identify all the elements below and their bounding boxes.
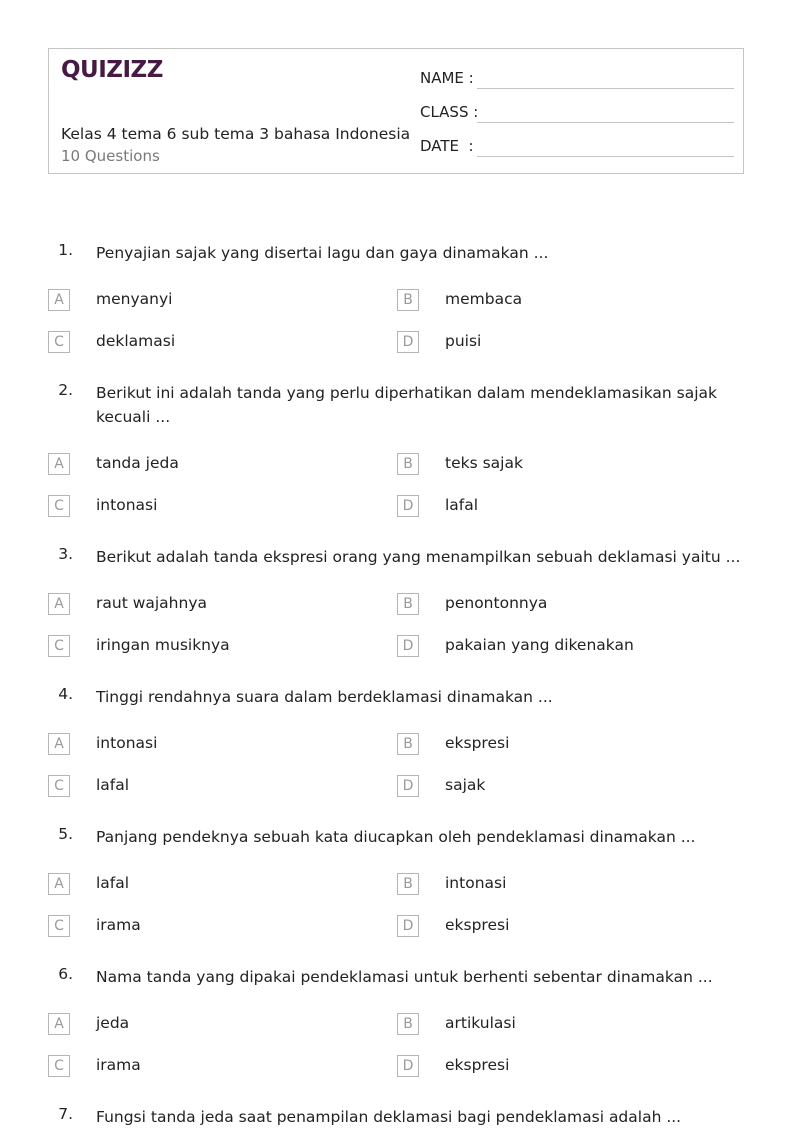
option-text: menyanyi [96,290,173,308]
question-number: 7. [58,1105,73,1123]
option-text: irama [96,1056,141,1074]
question-number: 4. [58,685,73,703]
option-text: tanda jeda [96,454,179,472]
option-letter: B [397,289,419,311]
option-letter: B [397,733,419,755]
option-letter: D [397,1055,419,1077]
option-letter: C [48,331,70,353]
option-text: puisi [445,332,482,350]
name-label: NAME : [420,69,474,87]
date-field[interactable] [420,135,734,157]
option-letter: C [48,495,70,517]
date-label: DATE : [420,137,474,155]
date-line[interactable] [477,156,734,157]
option-text: lafal [445,496,479,514]
class-field[interactable] [420,101,734,123]
option-text: intonasi [96,734,158,752]
class-label: CLASS : [420,103,479,121]
question-number: 3. [58,545,73,563]
option-text: membaca [445,290,523,308]
question-text: Tinggi rendahnya suara dalam berdeklamasi dinamakan ... [96,688,553,706]
question-text: Penyajian sajak yang disertai lagu dan gaya dinamakan ... [96,244,549,262]
option-letter: A [48,1013,70,1035]
option-letter: C [48,775,70,797]
quizizz-logo: QUIZIZZ [61,57,163,83]
option-letter: A [48,733,70,755]
name-line[interactable] [477,88,734,89]
question-text: Berikut adalah tanda ekspresi orang yang menampilkan sebuah deklamasi yaitu ... [96,548,741,566]
option-letter: B [397,1013,419,1035]
option-letter: B [397,453,419,475]
option-letter: D [397,915,419,937]
option-letter: A [48,453,70,475]
option-text: jeda [96,1014,130,1032]
option-letter: A [48,873,70,895]
option-letter: B [397,873,419,895]
question-text: Berikut ini adalah tanda yang perlu diperhatikan dalam mendeklamasikan sajak kecuali ... [96,384,718,426]
option-text: lafal [96,776,130,794]
worksheet-title: Kelas 4 tema 6 sub tema 3 bahasa Indonesia [61,125,411,143]
question-number: 1. [58,241,73,259]
question-text: Nama tanda yang dipakai pendeklamasi untuk berhenti sebentar dinamakan ... [96,968,713,986]
option-text: ekspresi [445,916,510,934]
option-text: ekspresi [445,734,510,752]
name-field[interactable] [420,67,734,89]
question-count: 10 Questions [61,147,160,165]
option-letter: C [48,635,70,657]
option-text: artikulasi [445,1014,516,1032]
option-text: intonasi [445,874,507,892]
option-letter: A [48,289,70,311]
option-letter: D [397,495,419,517]
option-text: lafal [96,874,130,892]
option-text: teks sajak [445,454,523,472]
option-text: raut wajahnya [96,594,207,612]
option-letter: D [397,331,419,353]
question-text: Fungsi tanda jeda saat penampilan deklamasi bagi pendeklamasi adalah ... [96,1108,682,1126]
option-text: ekspresi [445,1056,510,1074]
option-text: irama [96,916,141,934]
question-text: Panjang pendeknya sebuah kata diucapkan oleh pendeklamasi dinamakan ... [96,828,696,846]
question-number: 6. [58,965,73,983]
class-line[interactable] [477,122,734,123]
option-letter: C [48,1055,70,1077]
option-letter: D [397,635,419,657]
option-text: iringan musiknya [96,636,230,654]
option-letter: D [397,775,419,797]
question-number: 5. [58,825,73,843]
worksheet-header [48,48,744,174]
question-number: 2. [58,381,73,399]
option-text: penontonnya [445,594,548,612]
option-text: deklamasi [96,332,176,350]
option-letter: C [48,915,70,937]
option-text: pakaian yang dikenakan [445,636,634,654]
option-text: sajak [445,776,486,794]
option-text: intonasi [96,496,158,514]
option-letter: B [397,593,419,615]
option-letter: A [48,593,70,615]
